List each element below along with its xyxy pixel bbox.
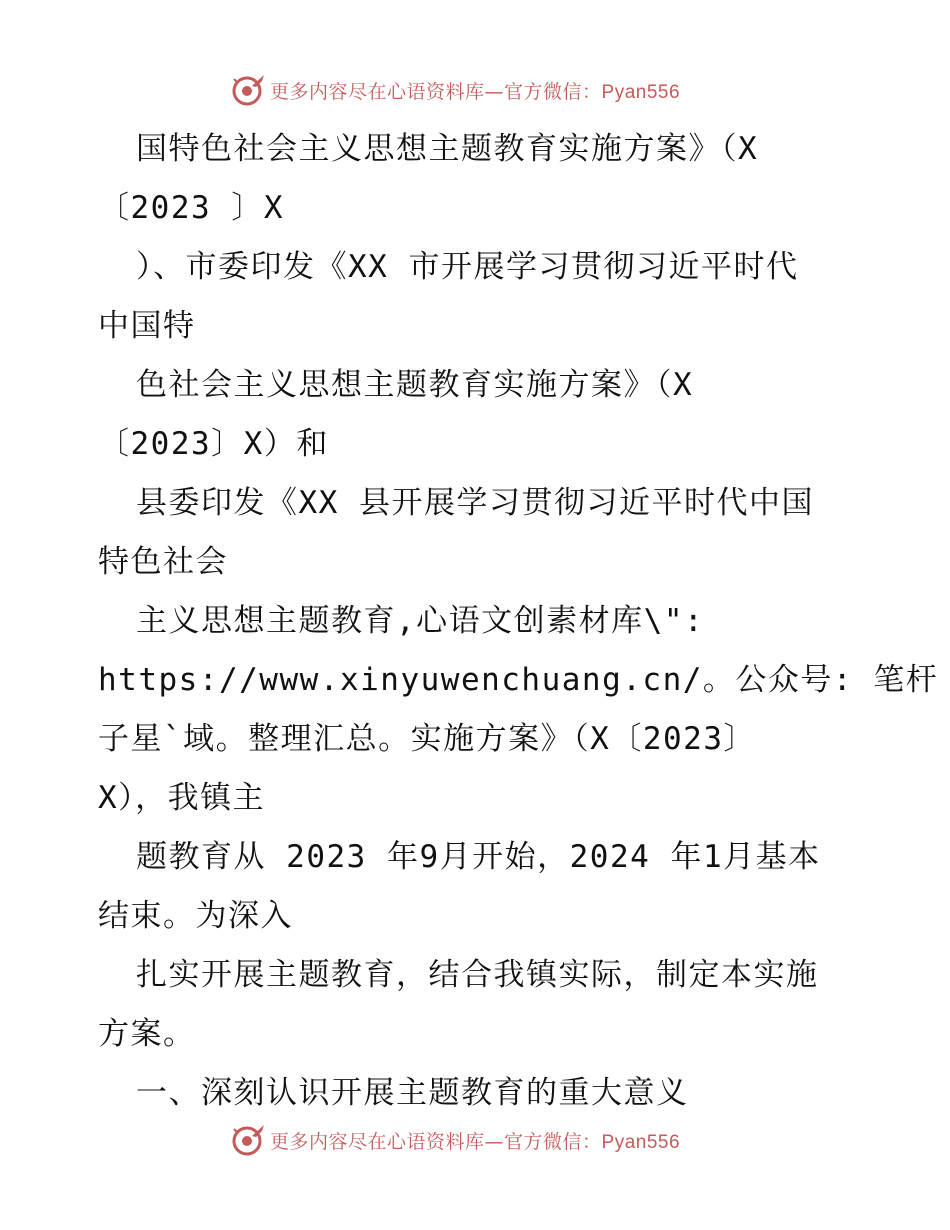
- watermark-text: 更多内容尽在心语资料库—官方微信：Pyan556: [270, 1130, 681, 1153]
- footer-watermark: [232, 1122, 680, 1158]
- watermark-wechat-id: Pyan556: [601, 1131, 681, 1153]
- text-line: 〔2023 〕X: [98, 190, 284, 226]
- text-line: 县委印发《XX 县开展学习贯彻习近平时代中国: [136, 485, 814, 521]
- text-line: 方案。: [98, 1016, 196, 1052]
- text-line: 特色社会: [98, 544, 228, 580]
- text-line: X），我镇主: [98, 780, 266, 816]
- text-line: 题教育从 2023 年9月开始，2024 年1月基本: [136, 839, 821, 875]
- text-line: 〔2023〕X）和: [98, 426, 329, 462]
- text-line-url: https://www.xinyuwenchuang.cn/。公众号: 笔杆: [98, 662, 939, 698]
- logo-icon: [232, 73, 266, 107]
- text-line: 主义思想主题教育,心语文创素材库\":: [136, 603, 705, 639]
- document-body: [98, 120, 939, 1123]
- header-watermark: [232, 72, 680, 108]
- text-line: 色社会主义思想主题教育实施方案》（X: [136, 367, 694, 403]
- text-line: 结束。为深入: [98, 898, 293, 934]
- watermark-wechat-id: Pyan556: [601, 81, 681, 103]
- text-line: ）、市委印发《XX 市开展学习贯彻习近平时代: [136, 249, 799, 285]
- logo-icon: [232, 1123, 266, 1157]
- text-line: 国特色社会主义思想主题教育实施方案》（X: [136, 131, 759, 167]
- text-line: 子星`域。整理汇总。实施方案》（X〔2023〕: [98, 721, 756, 757]
- section-heading: 一、深刻认识开展主题教育的重大意义: [136, 1075, 689, 1111]
- text-line: 中国特: [98, 308, 196, 344]
- text-line: 扎实开展主题教育，结合我镇实际，制定本实施: [136, 957, 819, 993]
- watermark-text: 更多内容尽在心语资料库—官方微信：Pyan556: [270, 80, 681, 103]
